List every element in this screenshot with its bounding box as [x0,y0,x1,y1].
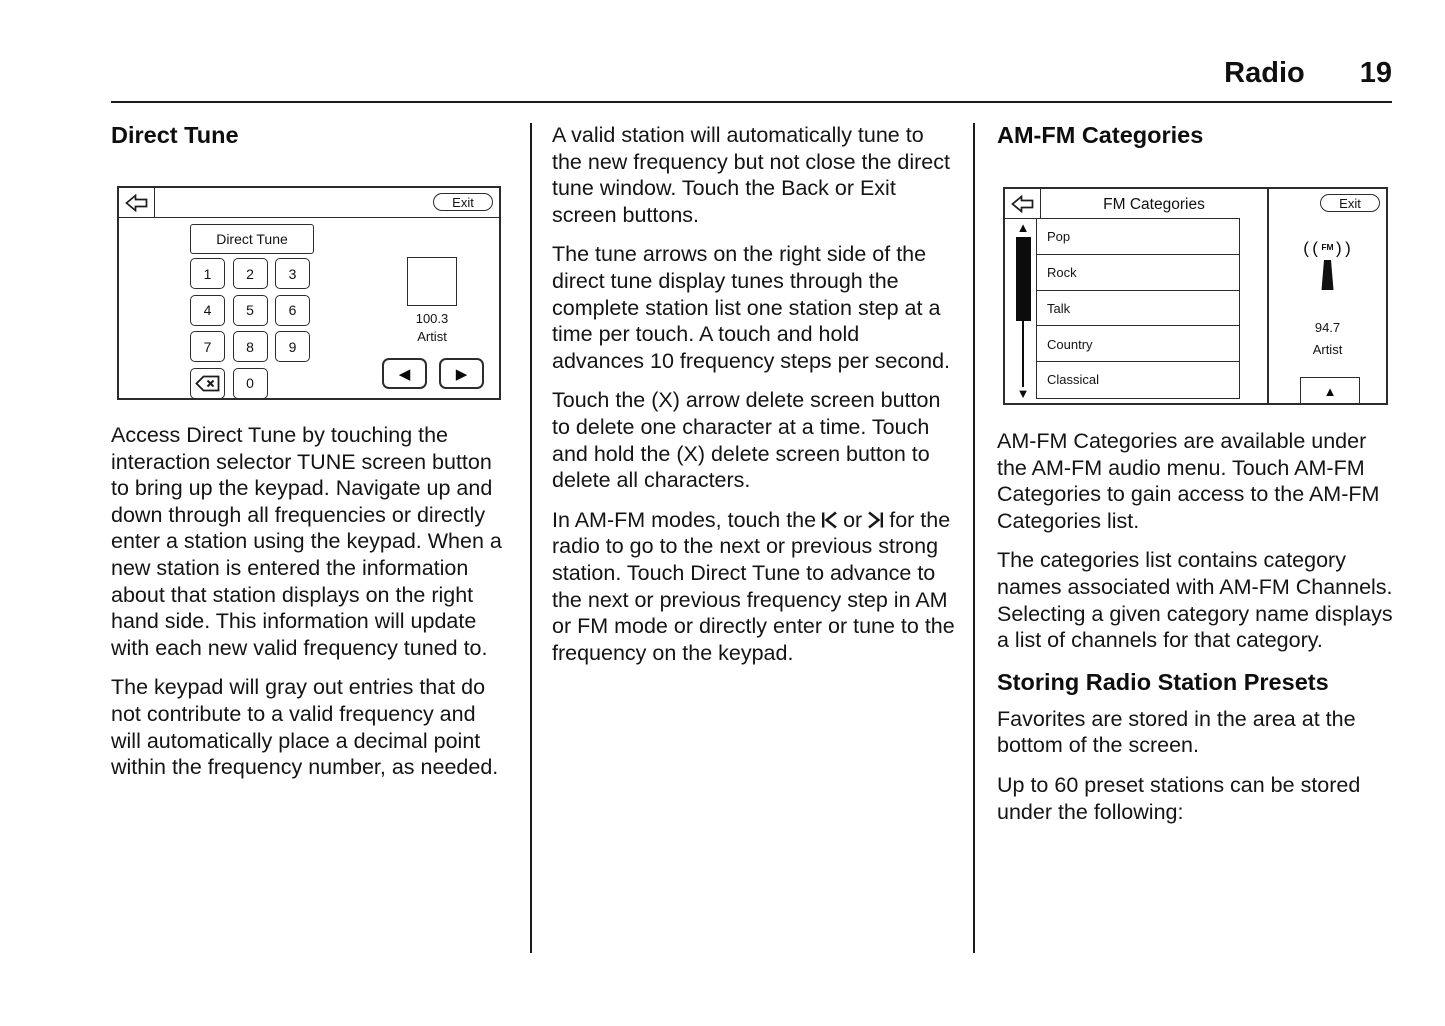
album-art-placeholder [407,257,457,306]
column-2 [552,122,955,679]
keypad-key-8: 8 [233,331,268,362]
page-title: Radio [1224,57,1305,89]
column-divider-2 [973,123,975,953]
list-item-classical: Classical [1036,361,1240,398]
scrollbar-thumb [1016,237,1031,321]
column-1 [111,120,511,794]
station-frequency: 94.7 [1314,320,1341,335]
left-pointer-icon: ◀ [398,365,411,383]
direct-tune-figure-wrap [117,186,511,400]
station-artist: Artist [1312,342,1343,357]
paragraph: The categories list contains category names associated with AM-FM Channels. Selecting a given category name displays a list of channels for that category. [997,548,1393,653]
column-3 [997,120,1393,838]
direct-tune-button: Direct Tune [190,224,314,254]
direct-tune-figure [117,186,501,400]
tune-up-button [439,358,484,389]
keypad-key-4: 4 [190,295,225,326]
section-heading-storing-presets: Storing Radio Station Presets [997,668,1329,695]
keypad-key-9: 9 [275,331,310,362]
paragraph: Up to 60 preset stations can be stored under the following: [997,772,1361,824]
seek-back-icon [820,510,839,530]
station-frequency: 100.3 [415,311,449,326]
category-list [1036,218,1240,399]
keypad-key-1: 1 [190,258,225,289]
scroll-down-icon: ▼ [1016,386,1030,401]
antenna-icon [1269,237,1386,295]
expand-button [1300,377,1360,405]
station-artist: Artist [417,329,447,344]
now-playing-panel [1269,189,1386,403]
up-triangle-icon: ▲ [1323,384,1337,399]
fm-categories-figure [1003,187,1388,405]
backspace-icon [195,375,220,392]
list-item-rock: Rock [1036,254,1240,291]
scrollbar-track [1022,319,1024,387]
back-button [119,188,155,218]
keypad [190,258,310,399]
paragraph: The keypad will gray out entries that do not contribute to a valid frequency and will automatically place a decimal point within the frequency number, as needed. [111,675,499,780]
page-number: 19 [1359,57,1392,89]
paragraph-text: In AM-FM modes, touch the [552,507,817,532]
scroll-up-icon: ▲ [1016,220,1030,235]
station-info [1269,317,1386,361]
paragraph: Access Direct Tune by touching the interaction selector TUNE screen button to bring up the keypad. Navigate up and down through all frequencies or directly enter a station using the keypad. When a new station is entered the information about that station displays on the right hand side. This information will update with each new valid frequency tuned to. [111,423,502,660]
figure-title: FM Categories [1103,196,1205,213]
station-info [377,310,487,346]
keypad-key-2: 2 [233,258,268,289]
back-arrow-icon [125,194,148,212]
paragraph: Favorites are stored in the area at the bottom of the screen. [997,706,1356,758]
paragraph [552,507,955,667]
back-button [1005,189,1041,219]
section-heading-direct-tune: Direct Tune [111,122,239,148]
paragraph: Touch the (X) arrow delete screen button to delete one character at a time. Touch and hold the (X) delete screen button to delete all characters. [552,388,941,493]
keypad-key-6: 6 [275,295,310,326]
paragraph: A valid station will automatically tune to the new frequency but not close the direct tune window. Touch the Back or Exit screen buttons. [552,123,950,227]
list-item-talk: Talk [1036,290,1240,327]
keypad-key-7: 7 [190,331,225,362]
right-pointer-icon: ▶ [455,365,468,383]
paragraph: AM-FM Categories are available under the AM-FM audio menu. Touch AM-FM Categories to gain access to the AM-FM Categories list. [997,429,1380,533]
fm-label: FM [1321,242,1334,252]
exit-button: Exit [1320,194,1380,212]
keypad-key-3: 3 [275,258,310,289]
list-item-country: Country [1036,325,1240,362]
keypad-delete-key [190,368,225,399]
section-heading-am-fm-categories: AM-FM Categories [997,122,1204,148]
back-arrow-icon [1011,195,1034,213]
paragraph: The tune arrows on the right side of the direct tune display tunes through the complete station list one station step at a time per touch. A touch and hold advances 10 frequency steps per second. [552,242,951,373]
exit-button: Exit [433,193,493,211]
page-header [111,57,1392,90]
keypad-key-0: 0 [233,368,268,399]
fm-categories-figure-wrap [1003,187,1393,405]
paragraph-text: for the radio to go to the next or previous strong station. Touch Direct Tune to advance to the next or previous frequency step in AM or FM mode or directly enter or tune to the frequency on the keypad. [552,507,955,665]
seek-forward-icon [866,510,885,530]
list-item-pop: Pop [1036,218,1240,255]
figure-topbar [119,188,499,218]
header-rule [111,101,1392,103]
tune-down-button [382,358,427,389]
column-divider-1 [530,123,532,953]
keypad-key-5: 5 [233,295,268,326]
paragraph-text: or [843,507,863,532]
antenna-mast [1318,260,1338,290]
antenna-waves: ( ( $^{FM}$ ) ) [1303,238,1352,258]
